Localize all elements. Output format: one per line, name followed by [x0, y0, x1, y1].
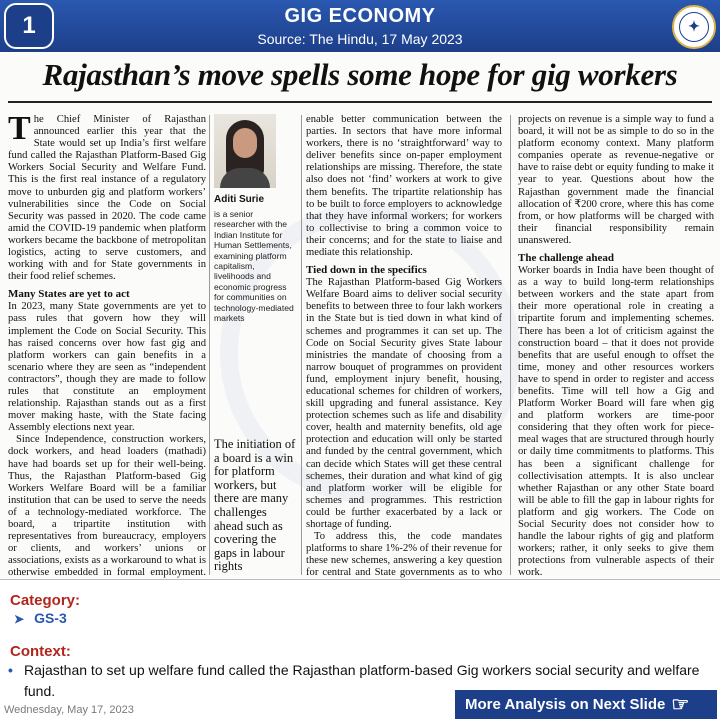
header-band — [0, 0, 720, 52]
pull-quote: The initiation of a board is a win for platform workers, but there are many challenges ahead such as covering the gaps in labour rights — [214, 437, 296, 574]
academy-emblem-icon: ✦ — [672, 5, 716, 49]
author-box — [214, 114, 296, 323]
slide-title: GIG ECONOMY — [284, 5, 436, 27]
slide-date: Wednesday, May 17, 2023 — [4, 704, 134, 716]
newspaper-clipping — [0, 53, 720, 580]
paragraph: In 2023, many State governments are yet to pass rules that govern how they will implement the Code on Social Security. This has raised concerns over how fast gig and platform workers can gain benefits in a scenario where they are seen as “independent contractors”, though they are made to follow rules that constitute an employment relationship. Rajasthan stands out as a first mover making haste, with the State facing Assembly elections next year. — [8, 301, 206, 434]
paragraph: Since Independence, construction workers, dock workers, and head loaders (mathadi) have had boards set up for their well-being. Thus, the Rajasthan Platform-based Gig Workers Welfare Board will be a familiar institution that can be used to serve the needs of a technology-mediated workforce. The board, a tripartite institution with representatives from bureaucracy, employers or clients, and workers’ unions or associations, exists as a workaround to what is otherwise embedded in formal employment. — [8, 434, 206, 579]
next-slide-label: More Analysis on Next Slide — [465, 696, 666, 713]
paragraph: he Chief Minister of Rajasthan announced earlier this year that the State would set up India’s first welfare fund called the Rajasthan Platform-Based Gig Workers Social Security and Welfare Fund. This is the first real instance of a regulatory move to unburden gig and platform workers’ vulnerabilities since the Code on Social Security was passed in 2020. The code came amid the COVID-19 pandemic when platform workers became the backbone of metropolitan logistics, acting to serve customers, and working with and for State governments in their food relief schemes. — [8, 114, 206, 283]
category-value-row — [14, 610, 67, 626]
paragraph: Worker boards in India have been thought of as a way to build long-term relationships between workers and the state apart from their more operational role in creating a tripartite forum and implementing schemes. There has been a lot of criticism against the construction board – that it does not provide benefits that are useful enough to offset the time, money and other resources workers have to spend in order to register and access benefits. Time will tell how a Gig and Platform Worker Board will fare when gig and platform workers are time-poor considering that they often work for piece-meal wages that are structured through hourly or daily time commitments to platforms. This has been a significant challenge for collectivisation attempts. It is also unclear whether Rajasthan or any other State board will be able to fill the gap in labour rights for platform and gig workers. The Code on Social Security does not consider how to handle the labour rights of gig and platform workers; rather, it only seeks to give them protections from vulnerable aspects of their work. — [518, 265, 714, 579]
article-column-4 — [518, 114, 714, 580]
paragraph: enable better communication between the parties. In sectors that have more informal workers, there is no ‘straightforward’ way to deliver benefits since on-paper employment relationships are missing. Therefore, the state also does not ‘find’ workers at work to give them benefits. The tripartite relationship has to be built to force employers to acknowledge that they have informal workers; for workers to collectivise to bring a common voice to their concerns; and for the state to liaise and mediate this relationship. — [306, 114, 502, 259]
source-line: Source: The Hindu, 17 May 2023 — [257, 31, 463, 47]
slide-number-badge: 1 — [4, 3, 54, 49]
paragraph — [518, 579, 714, 580]
bullet-icon: • — [8, 662, 13, 678]
author-photo — [214, 114, 276, 188]
author-bio: is a senior researcher with the Indian Institute for Human Settlements, examining platform capitalism, livelihoods and economic progress for communities on technology-mediated markets — [214, 209, 294, 324]
column-divider — [301, 115, 302, 575]
article-column-3 — [306, 114, 502, 580]
subheading: Many States are yet to act — [8, 288, 130, 301]
paragraph: The Rajasthan Platform-based Gig Workers Welfare Board aims to deliver social security benefits to between three to four lakh workers in the State but is tied down in what kind of schemes and programmes it can set up. The Code on Social Security gives State labour ministries the mandate of choosing from a narrow bouquet of programmes on provident fund, employment injury benefit, housing, educational schemes for children of workers, skill upgrading and funeral assistance. Key protection schemes such as life and disability cover, health and maternity benefits, old age protection and education will only be started and funded by the central government, which can decide which States will get these central schemes, their duration and what kind of gig and platform worker will be eligible for schemes and programmes. This restriction could be further exacerbated by a lack or shortage of funding. — [306, 277, 502, 530]
subheading: The challenge ahead — [518, 252, 614, 265]
arrow-bullet-icon: ➤ — [14, 612, 25, 626]
context-label: Context: — [10, 643, 71, 660]
column-divider — [510, 115, 511, 575]
next-slide-button[interactable] — [455, 690, 717, 719]
context-text: Rajasthan to set up welfare fund called the Rajasthan platform-based Gig workers social security and welfare fund. — [24, 662, 700, 699]
author-name: Aditi Surie — [214, 194, 265, 205]
category-value: GS-3 — [34, 610, 67, 626]
drop-cap: T — [8, 110, 31, 147]
pointing-hand-icon: ☞ — [671, 693, 690, 716]
article-column-1 — [8, 110, 206, 580]
category-label: Category: — [10, 592, 81, 609]
paragraph: projects on revenue is a simple way to fund a board, it will not be as simple to do so in the platform economy context. Many platform companies operate as revenue-negative or have to raise debt or equity funding to make it year to year. Questions about how the Rajasthan government made the financial allocation of ₹200 crore, where this has come from, or how platforms will be charged with their financial responsibility remain unanswered. — [518, 114, 714, 246]
headline-divider — [8, 101, 712, 103]
column-divider — [209, 115, 210, 575]
article-headline: Rajasthan’s move spells some hope for gig workers — [42, 57, 678, 92]
paragraph: To address this, the code mandates platforms to share 1%-2% of their revenue for these new schemes, answering a key question for central and State governments as to who — [306, 531, 502, 579]
subheading: Tied down in the specifics — [306, 264, 427, 277]
